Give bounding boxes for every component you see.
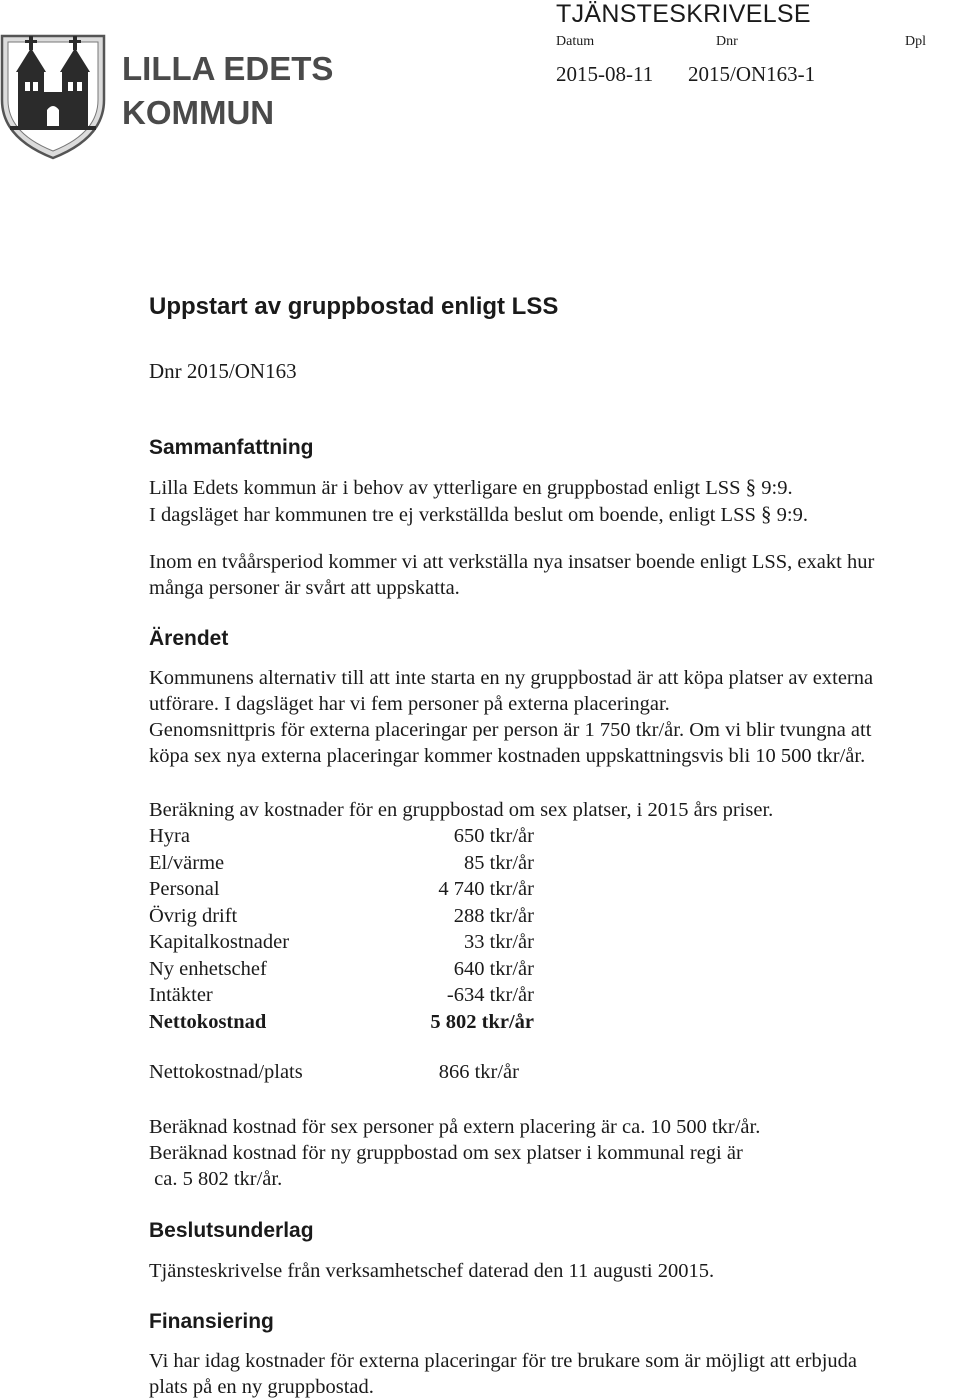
- matter-line-2: utförare. I dagsläget har vi fem personer på externa placeringar.: [149, 693, 670, 715]
- financing-line-2: plats på en ny gruppbostad.: [149, 1376, 374, 1398]
- section-heading-sammanfattning: Sammanfattning: [149, 436, 314, 459]
- dpl-label: Dpl: [905, 34, 926, 49]
- net-per-place-value: 866 tkr/år: [438, 1061, 519, 1083]
- summary-line-1: [149, 474, 959, 501]
- matter-paragraph: [149, 665, 959, 769]
- cost-value: 288 tkr/år: [453, 904, 534, 927]
- cost-row: [149, 903, 534, 930]
- summary-line-1-text: Lilla Edets kommun är i behov av ytterligare en gruppbostad enligt LSS: [149, 477, 746, 499]
- cost-value: 650 tkr/år: [453, 825, 534, 847]
- summary-line-2-text: I dagsläget har kommunen tre ej verkställda beslut om boende, enligt LSS: [149, 504, 762, 526]
- cost-value: 4 740 tkr/år: [438, 878, 534, 900]
- date-label: Datum: [556, 34, 595, 49]
- cost-row: [149, 929, 534, 956]
- cost-value: 85 tkr/år: [463, 851, 534, 874]
- cost-row: [149, 850, 534, 877]
- conclusion-line-2: Beräknad kostnad för ny gruppbostad om sex platser i kommunal regi är: [149, 1142, 743, 1164]
- summary-paragraph-2: [149, 549, 959, 601]
- cost-label: Kapitalkostnader: [149, 931, 290, 953]
- cost-row: [149, 876, 534, 903]
- financing-line-1: Vi har idag kostnader för externa placeringar för tre brukare som är möjligt att erbjuda: [149, 1350, 858, 1372]
- matter-line-1: Kommunens alternativ till att inte starta en ny gruppbostad är att köpa platser av externa: [149, 667, 874, 689]
- net-per-place-label: Nettokostnad/plats: [149, 1061, 303, 1083]
- cost-label: Ny enhetschef: [149, 957, 267, 980]
- summary-para-line-2: många personer är svårt att uppskatta.: [149, 577, 460, 599]
- section-sign: §: [761, 502, 772, 526]
- cost-label: Personal: [149, 878, 220, 900]
- financing-paragraph: [149, 1348, 959, 1400]
- summary-paragraph: [149, 474, 959, 528]
- calc-intro: [149, 797, 959, 823]
- summary-line-2: [149, 501, 959, 528]
- case-number: Dnr 2015/ON163: [149, 359, 297, 383]
- net-cost-row: [149, 1009, 534, 1036]
- matter-line-4: köpa sex nya externa placeringar kommer kostnaden uppskattningsvis bli 10 500 tkr/år.: [149, 745, 866, 767]
- cost-value: -634 tkr/år: [446, 984, 534, 1006]
- section-heading-finansiering: Finansiering: [149, 1310, 274, 1333]
- dnr-value: 2015/ON163-1: [688, 62, 816, 86]
- summary-para-line-1: Inom en tvåårsperiod kommer vi att verkställa nya insatser boende enligt LSS, exakt hur: [149, 551, 875, 573]
- cost-value: 33 tkr/år: [463, 931, 534, 953]
- conclusion-line-1: Beräknad kostnad för sex personer på extern placering är ca. 10 500 tkr/år.: [149, 1116, 761, 1138]
- decision-basis: [149, 1258, 959, 1284]
- conclusion-line-3: ca. 5 802 tkr/år.: [149, 1168, 283, 1190]
- cost-value: 640 tkr/år: [453, 957, 534, 980]
- conclusion-paragraph: [149, 1114, 959, 1192]
- municipality-logo: [0, 30, 334, 160]
- section-heading-arendet: Ärendet: [149, 627, 229, 650]
- cost-label: El/värme: [149, 851, 225, 874]
- net-cost-value: 5 802 tkr/år: [430, 1010, 534, 1033]
- cost-row: [149, 823, 534, 850]
- document-title: Uppstart av gruppbostad enligt LSS: [149, 293, 559, 320]
- section-sign: §: [745, 475, 757, 499]
- matter-line-3: Genomsnittpris för externa placeringar per person är 1 750 tkr/år. Om vi blir tvungna att: [149, 719, 872, 741]
- cost-table: [149, 823, 534, 1035]
- calc-intro-text: Beräkning av kostnader för en gruppbostad om sex platser, i 2015 års priser.: [149, 799, 774, 821]
- org-name-line1: LILLA EDETS: [122, 50, 334, 87]
- cost-label: Övrig drift: [149, 904, 238, 927]
- dnr-label: Dnr: [716, 34, 738, 49]
- org-name-line2: KOMMUN: [122, 94, 275, 131]
- date-value: 2015-08-11: [556, 62, 654, 86]
- net-cost-label: Nettokostnad: [149, 1010, 267, 1033]
- summary-line-2-ref: 9:9.: [771, 504, 808, 526]
- cost-label: Intäkter: [149, 984, 213, 1006]
- cost-row: [149, 982, 534, 1009]
- cost-row: [149, 956, 534, 983]
- summary-line-1-ref: 9:9.: [756, 477, 793, 499]
- decision-basis-text: Tjänsteskrivelse från verksamhetschef daterad den 11 augusti 20015.: [149, 1260, 715, 1282]
- document-type: TJÄNSTESKRIVELSE: [556, 0, 811, 28]
- section-heading-beslutsunderlag: Beslutsunderlag: [149, 1219, 314, 1242]
- cost-label: Hyra: [149, 825, 190, 847]
